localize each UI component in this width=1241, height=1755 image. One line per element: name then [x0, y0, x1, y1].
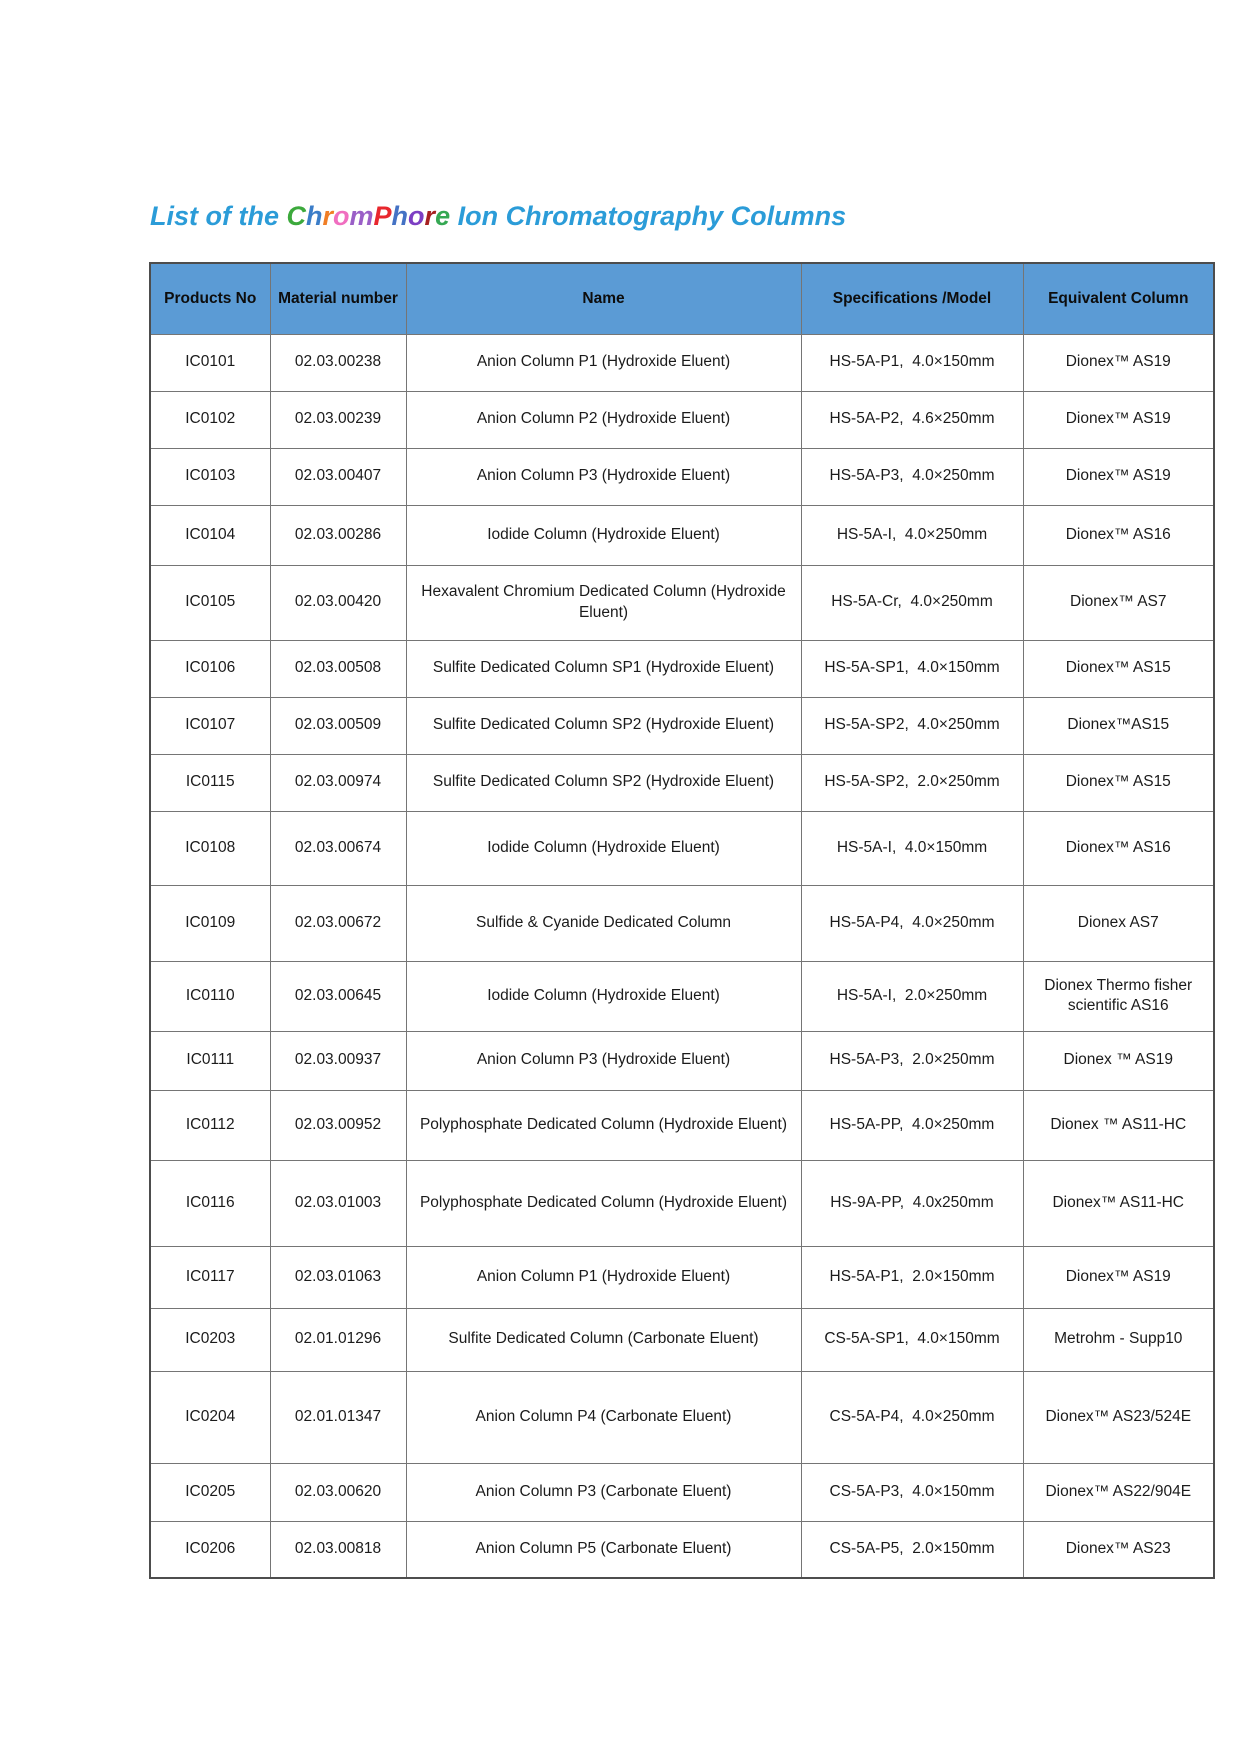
material-number-cell: 02.03.00420 [270, 565, 406, 640]
brand-name-chromphore [287, 201, 451, 231]
product-no-cell: IC0117 [150, 1246, 270, 1308]
product-no-cell: IC0112 [150, 1090, 270, 1160]
table-row [150, 1160, 1214, 1246]
material-number-cell: 02.03.00239 [270, 391, 406, 448]
material-number-cell: 02.03.01003 [270, 1160, 406, 1246]
specifications-cell: HS-5A-I, 4.0×150mm [801, 811, 1023, 885]
specifications-cell: HS-5A-P3, 4.0×250mm [801, 448, 1023, 505]
name-cell: Sulfite Dedicated Column SP2 (Hydroxide Eluent) [406, 697, 801, 754]
brand-letter: o [408, 201, 425, 232]
equivalent-column-cell: Dionex Thermo fisher scientific AS16 [1023, 961, 1214, 1031]
product-no-cell: IC0105 [150, 565, 270, 640]
name-cell: Iodide Column (Hydroxide Eluent) [406, 505, 801, 565]
table-row [150, 391, 1214, 448]
name-cell: Iodide Column (Hydroxide Eluent) [406, 811, 801, 885]
material-number-cell: 02.03.00674 [270, 811, 406, 885]
brand-letter: e [435, 201, 451, 232]
product-no-cell: IC0205 [150, 1463, 270, 1521]
table-row [150, 885, 1214, 961]
material-number-cell: 02.03.00952 [270, 1090, 406, 1160]
specifications-cell: CS-5A-P4, 4.0×250mm [801, 1371, 1023, 1463]
equivalent-column-cell: Dionex™ AS23/524E [1023, 1371, 1214, 1463]
specifications-cell: HS-5A-P1, 2.0×150mm [801, 1246, 1023, 1308]
table-row [150, 697, 1214, 754]
table-row [150, 565, 1214, 640]
specifications-cell: HS-5A-PP, 4.0×250mm [801, 1090, 1023, 1160]
equivalent-column-cell: Dionex™ AS15 [1023, 754, 1214, 811]
name-cell: Polyphosphate Dedicated Column (Hydroxide Eluent) [406, 1160, 801, 1246]
product-no-cell: IC0107 [150, 697, 270, 754]
column-header-specifications: Specifications /Model [801, 263, 1023, 334]
product-no-cell: IC0203 [150, 1308, 270, 1371]
equivalent-column-cell: Dionex™ AS7 [1023, 565, 1214, 640]
column-header-equivalent: Equivalent Column [1023, 263, 1214, 334]
material-number-cell: 02.03.00509 [270, 697, 406, 754]
product-no-cell: IC0108 [150, 811, 270, 885]
material-number-cell: 02.03.00937 [270, 1031, 406, 1090]
brand-letter: h [306, 201, 323, 232]
material-number-cell: 02.03.00818 [270, 1521, 406, 1578]
equivalent-column-cell: Dionex™AS15 [1023, 697, 1214, 754]
column-header-name: Name [406, 263, 801, 334]
material-number-cell: 02.03.00620 [270, 1463, 406, 1521]
product-no-cell: IC0104 [150, 505, 270, 565]
specifications-cell: HS-5A-Cr, 4.0×250mm [801, 565, 1023, 640]
column-header-material-number: Material number [270, 263, 406, 334]
product-no-cell: IC0109 [150, 885, 270, 961]
table-row [150, 1521, 1214, 1578]
table-row [150, 1031, 1214, 1090]
name-cell: Sulfite Dedicated Column SP2 (Hydroxide Eluent) [406, 754, 801, 811]
table-row [150, 754, 1214, 811]
product-no-cell: IC0101 [150, 334, 270, 391]
brand-letter: m [349, 201, 374, 232]
material-number-cell: 02.01.01347 [270, 1371, 406, 1463]
specifications-cell: HS-5A-I, 2.0×250mm [801, 961, 1023, 1031]
page-title-prefix: List of the [150, 201, 287, 232]
specifications-cell: HS-5A-P2, 4.6×250mm [801, 391, 1023, 448]
material-number-cell: 02.01.01296 [270, 1308, 406, 1371]
equivalent-column-cell: Dionex™ AS16 [1023, 505, 1214, 565]
name-cell: Anion Column P1 (Hydroxide Eluent) [406, 334, 801, 391]
specifications-cell: HS-5A-SP1, 4.0×150mm [801, 640, 1023, 697]
product-no-cell: IC0103 [150, 448, 270, 505]
product-no-cell: IC0111 [150, 1031, 270, 1090]
product-no-cell: IC0102 [150, 391, 270, 448]
equivalent-column-cell: Dionex™ AS19 [1023, 391, 1214, 448]
product-no-cell: IC0106 [150, 640, 270, 697]
brand-letter: C [286, 201, 306, 232]
name-cell: Anion Column P2 (Hydroxide Eluent) [406, 391, 801, 448]
table-row [150, 334, 1214, 391]
equivalent-column-cell: Dionex AS7 [1023, 885, 1214, 961]
specifications-cell: HS-5A-P1, 4.0×150mm [801, 334, 1023, 391]
name-cell: Anion Column P1 (Hydroxide Eluent) [406, 1246, 801, 1308]
brand-letter: r [322, 201, 334, 232]
page-title-suffix: Ion Chromatography Columns [450, 201, 847, 232]
equivalent-column-cell: Metrohm - Supp10 [1023, 1308, 1214, 1371]
equivalent-column-cell: Dionex™ AS16 [1023, 811, 1214, 885]
material-number-cell: 02.03.00672 [270, 885, 406, 961]
name-cell: Anion Column P5 (Carbonate Eluent) [406, 1521, 801, 1578]
material-number-cell: 02.03.00286 [270, 505, 406, 565]
product-no-cell: IC0115 [150, 754, 270, 811]
column-header-products-no: Products No [150, 263, 270, 334]
name-cell: Anion Column P3 (Hydroxide Eluent) [406, 1031, 801, 1090]
equivalent-column-cell: Dionex™ AS19 [1023, 1246, 1214, 1308]
product-no-cell: IC0206 [150, 1521, 270, 1578]
material-number-cell: 02.03.00407 [270, 448, 406, 505]
material-number-cell: 02.03.00238 [270, 334, 406, 391]
specifications-cell: HS-5A-SP2, 4.0×250mm [801, 697, 1023, 754]
page-title [150, 201, 846, 232]
brand-letter: P [373, 201, 392, 232]
equivalent-column-cell: Dionex™ AS19 [1023, 448, 1214, 505]
specifications-cell: CS-5A-P3, 4.0×150mm [801, 1463, 1023, 1521]
equivalent-column-cell: Dionex™ AS19 [1023, 334, 1214, 391]
name-cell: Anion Column P3 (Carbonate Eluent) [406, 1463, 801, 1521]
table-row [150, 1463, 1214, 1521]
table-row [150, 640, 1214, 697]
material-number-cell: 02.03.00974 [270, 754, 406, 811]
table-row [150, 505, 1214, 565]
brand-letter: h [391, 201, 409, 232]
name-cell: Anion Column P3 (Hydroxide Eluent) [406, 448, 801, 505]
name-cell: Iodide Column (Hydroxide Eluent) [406, 961, 801, 1031]
equivalent-column-cell: Dionex™ AS11-HC [1023, 1160, 1214, 1246]
specifications-cell: HS-5A-SP2, 2.0×250mm [801, 754, 1023, 811]
equivalent-column-cell: Dionex™ AS15 [1023, 640, 1214, 697]
product-no-cell: IC0204 [150, 1371, 270, 1463]
equivalent-column-cell: Dionex™ AS23 [1023, 1521, 1214, 1578]
name-cell: Sulfite Dedicated Column (Carbonate Eluent) [406, 1308, 801, 1371]
specifications-cell: CS-5A-SP1, 4.0×150mm [801, 1308, 1023, 1371]
specifications-cell: HS-5A-P4, 4.0×250mm [801, 885, 1023, 961]
product-no-cell: IC0116 [150, 1160, 270, 1246]
name-cell: Anion Column P4 (Carbonate Eluent) [406, 1371, 801, 1463]
equivalent-column-cell: Dionex™ AS22/904E [1023, 1463, 1214, 1521]
equivalent-column-cell: Dionex ™ AS11-HC [1023, 1090, 1214, 1160]
table-row [150, 961, 1214, 1031]
material-number-cell: 02.03.01063 [270, 1246, 406, 1308]
material-number-cell: 02.03.00508 [270, 640, 406, 697]
table-row [150, 1246, 1214, 1308]
ion-chromatography-columns-table [149, 262, 1215, 1579]
material-number-cell: 02.03.00645 [270, 961, 406, 1031]
table-row [150, 448, 1214, 505]
name-cell: Sulfite Dedicated Column SP1 (Hydroxide Eluent) [406, 640, 801, 697]
table-row [150, 1371, 1214, 1463]
table-row [150, 811, 1214, 885]
name-cell: Sulfide & Cyanide Dedicated Column [406, 885, 801, 961]
equivalent-column-cell: Dionex ™ AS19 [1023, 1031, 1214, 1090]
brand-letter: r [424, 201, 436, 232]
product-no-cell: IC0110 [150, 961, 270, 1031]
name-cell: Hexavalent Chromium Dedicated Column (Hydroxide Eluent) [406, 565, 801, 640]
specifications-cell: HS-9A-PP, 4.0x250mm [801, 1160, 1023, 1246]
specifications-cell: HS-5A-P3, 2.0×250mm [801, 1031, 1023, 1090]
specifications-cell: HS-5A-I, 4.0×250mm [801, 505, 1023, 565]
table-row [150, 1090, 1214, 1160]
brand-letter: o [333, 201, 350, 232]
name-cell: Polyphosphate Dedicated Column (Hydroxide Eluent) [406, 1090, 801, 1160]
table-header-row [150, 263, 1214, 334]
table-row [150, 1308, 1214, 1371]
specifications-cell: CS-5A-P5, 2.0×150mm [801, 1521, 1023, 1578]
